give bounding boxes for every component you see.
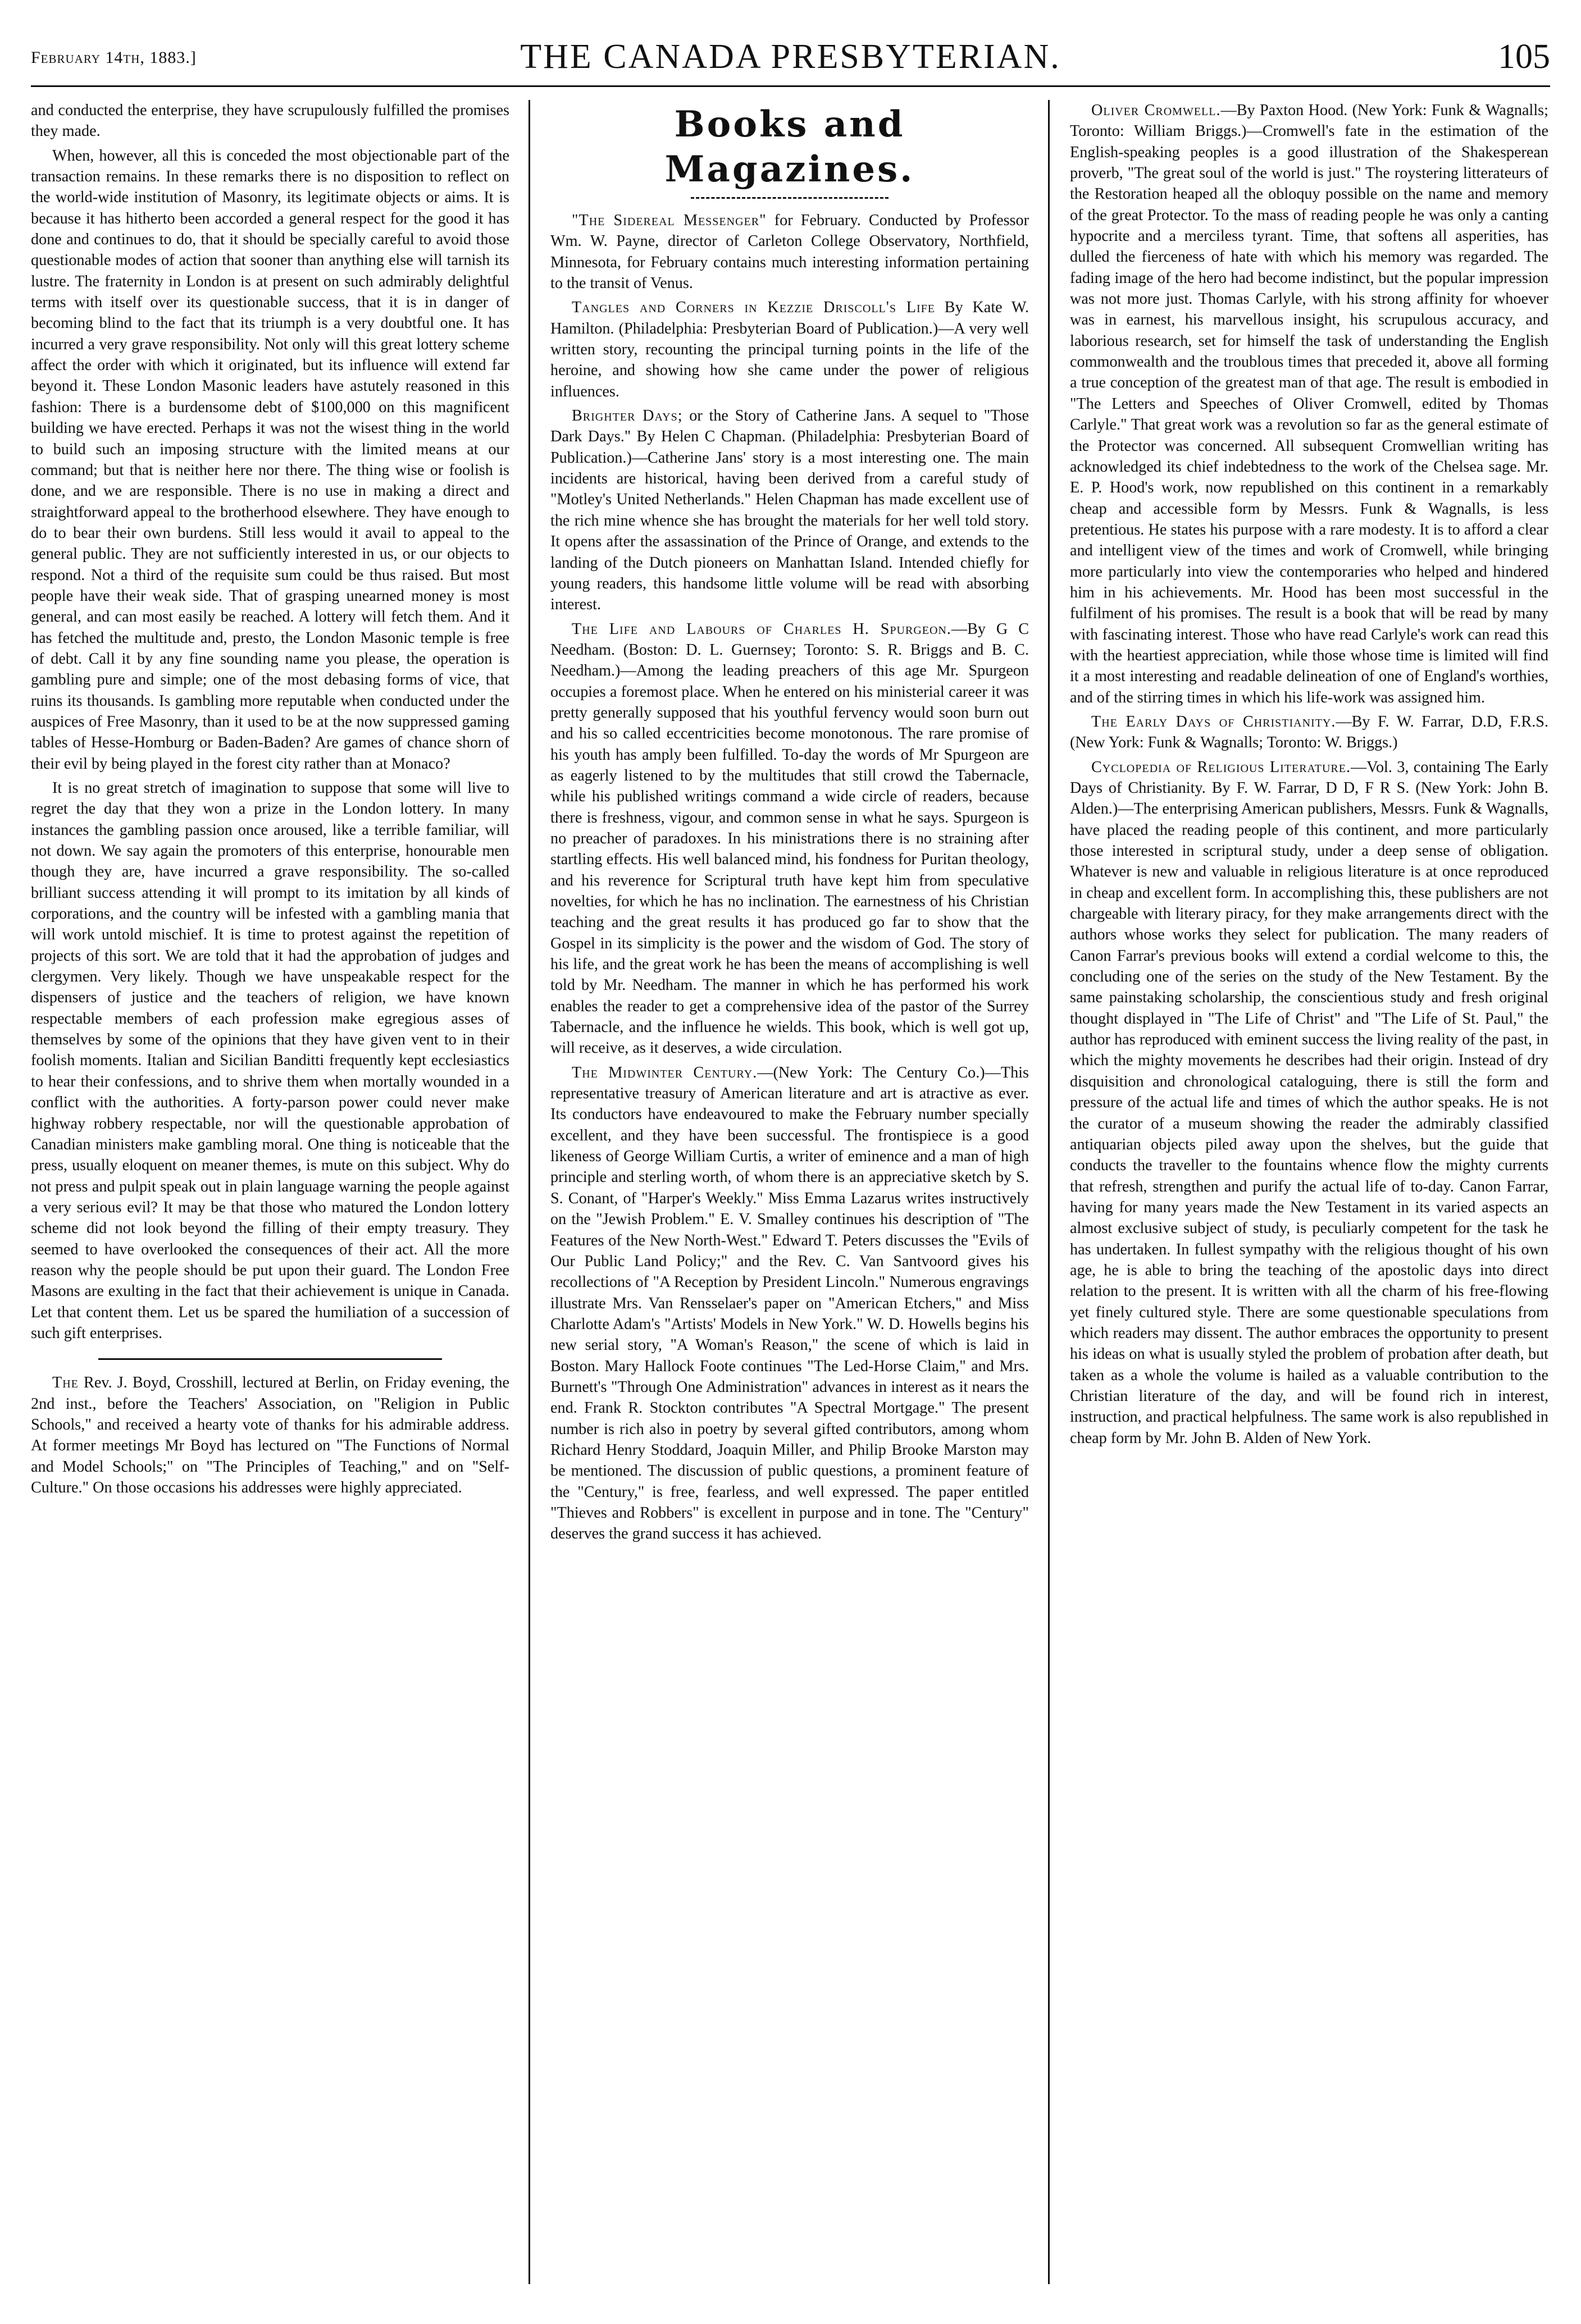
editorial-paragraph: When, however, all this is conceded the most objectionable part of the transaction remains. In these remarks there is no disposition to reflect on the world-wide institution of Masonry, its legitimate objects or aims. It is because it has hitherto been accorded a general respect for the good it has done and continues to do, that it should be specially careful to avoid those questionable modes of action that sooner than anything else will tarnish its lustre. The fraternity in London is at present on such admirably delightful terms with itself over its questionable success, that it is in danger of becoming blind to the fact that its triumph is a very doubtful one. It has incurred a very grave responsibility. Not only will this great lottery scheme affect the order with which it originated, but its influence will extend far beyond it. These London Masonic leaders have astutely reasoned in this fashion: There is a burdensome debt of $100,000 on this magnificent building we have erected. Perhaps it was not the wisest thing in the world to build such an imposing structure with the limited means at our command; but that is neither here nor there. The thing wise or foolish is done, and we are responsible. There is no use in making a direct and straightforward appeal to the brotherhood elsewhere. They have enough to do to bear their own burdens. Still less would it avail to appeal to the general public. They are not sufficiently interested in us, or our objects to respond. Not a third of the requisite sum could be thus raised. But most people have their weak side. That of grasping unearned money is most general, and can most easily be reached. A lottery will fetch them. And it has fetched the multitude and, presto, the London Masonic temple is free of debt. Call it by any fine sounding name you please, the operation is gambling pure and simple; one of the most debasing forms of vice, that ruins its thousands. Is gambling more reputable when conducted under the auspices of Free Masonry, than it used to be at the now suppressed gaming tables of Hesse-Homburg or Baden-Baden? Are games of chance shorn of their evil by being played in the forest city rather than at Monaco? xyxy=(31,147,509,773)
review-title: Oliver Cromwell. xyxy=(1091,102,1221,119)
heading-rule xyxy=(550,192,1029,203)
section-divider xyxy=(98,1358,442,1360)
column-editorial xyxy=(31,100,509,2293)
review-text: for February. Conducted by Professor Wm. W. Payne, director of Carleton College Observatory, Northfield, Minnesota, for February contains much interesting information pertaining to the transit of Venus. xyxy=(550,212,1029,293)
review-text: —By Paxton Hood. (New York: Funk & Wagnalls; Toronto: William Briggs.)—Cromwell's fate in the estimation of the English-speaking peoples is a good illustration of the Shakesperean proverb, "The great soul of the world is just." The roystering litterateurs of the Restoration heaped all the obloquy possible on the name and memory of the great Protector. To the mass of reading people he was only a canting hypocrite and a merciless tyrant. Time, that softens all asperities, has dulled the fierceness of hate with which his memory was regarded. The fading image of the hero had become indistinct, but the popular impression was not more just. Thomas Carlyle, with his strong affinity for whoever was in earnest, his marvellous insight, his scrupulous accuracy, and laborious research, set for himself the task of understanding the English commonwealth and the troublous times that preceded it, above all forming a true conception of the greatest man of that age. The result is embodied in "The Letters and Speeches of Oliver Cromwell, edited by Thomas Carlyle." That great work was a revolution so far as the general estimate of the Protector was concerned. All subsequent Cromwellian writing has acknowledged its chief indebtedness to the work of the Chelsea sage. Mr. E. P. Hood's work, now republished on this continent in a remarkably cheap and accessible form by Messrs. Funk & Wagnalls, is less pretentious. He states his purpose with a rare modesty. It is to afford a clear and intelligent view of the times and work of Cromwell, while bringing more particularly into view the contemporaries who helped and hindered him in his achievements. Mr. Hood has been most successful in the fulfilment of his promises. The result is a book that will be read by many with fascinating interest. Those who have read Carlyle's work can read this with the heartiest appreciation, while those whose time is limited will find it a most interesting and readable delineation of one of England's worthies, and of the stirring times in which his life-work was assigned him. xyxy=(1070,102,1548,706)
review-title: Tangles and Corners in Kezzie Driscoll's Life xyxy=(572,299,935,317)
review-entry xyxy=(550,1062,1029,1545)
review-title: The Early Days of Christianity. xyxy=(1091,713,1336,730)
review-entry xyxy=(550,297,1029,402)
column-divider xyxy=(528,100,530,2284)
review-text: By Kate W. Hamilton. (Philadelphia: Presbyterian Board of Publication.)—A very well written story, recounting the principal turning points in the life of the heroine, and showing how she came under the power of religious influences. xyxy=(550,299,1029,400)
review-entry xyxy=(550,619,1029,1059)
review-title: The Life and Labours of Charles H. Spurgeon. xyxy=(572,620,951,638)
page-number: 105 xyxy=(1498,38,1550,76)
review-text: —(New York: The Century Co.)—This representative treasury of American literature and art is atractive as ever. Its conductors have endeavoured to make the February number specially excellent, and they have been successful. The frontispiece is a good likeness of George William Curtis, a writer of eminence and a man of high principle and sterling worth, of whom there is an appreciative sketch by S. S. Conant, of "Harper's Weekly." Miss Emma Lazarus writes instructively on the "Jewish Problem." E. V. Smalley continues his description of "The Features of the New North-West." Edward T. Peters discusses the "Evils of Our Public Land Policy;" and the Rev. C. Van Santvoord gives his recollections of "A Reception by President Lincoln." Numerous engravings illustrate Mrs. Van Rensselaer's paper on "American Etchers," and Miss Charlotte Adam's "Artists' Models in New York." W. D. Howells begins his new serial story, "A Woman's Reason," the scene of which is laid in Boston. Mary Hallock Foote continues "The Led-Horse Claim," and Mrs. Burnett's "Through One Administration" advances in interest as it nears the end. Frank R. Stockton contributes "A Spectral Mortgage." The present number is rich also in poetry by several gifted contributors, among whom Richard Henry Stoddard, Joaquin Miller, and Philip Brooke Marston may be mentioned. The discussion of public questions, a prominent feature of the "Century," is free, fearless, and well expressed. The paper entitled "Thieves and Robbers" is excellent in purpose and in tone. The "Century" deserves the grand success it has achieved. xyxy=(550,1063,1029,1543)
column-divider xyxy=(1048,100,1050,2284)
review-entry xyxy=(1070,711,1548,754)
review-text: —By G C Needham. (Boston: D. L. Guernsey; Toronto: S. R. Briggs and B. C. Needham.)—Among the leading preachers of this age Mr. Spurgeon occupies a foremost place. When he entered on his ministerial career it was pretty generally supposed that his youthful fervency would soon burn out and his so called eccentricities become monotonous. The rare promise of his youth has amply been fulfilled. To-day the words of Mr Spurgeon are as eagerly listened to by the multitudes that still crowd the Tabernacle, while his published writings command a wide circle of readers, because there is freshness, vigour, and common sense in what he says. Spurgeon is no preacher of paradoxes. In his ministrations there is no straining after startling effects. His well balanced mind, his fondness for Puritan theology, and his reverence for Scriptural truth have kept him from speculative novelties, for which he has no inclination. The earnestness of his Christian teaching and the great results it has produced go far to show that the Gospel in its simplicity is the power and the wisdom of God. The story of his life, and the great work he has been the means of accomplishing is well told by Mr. Needham. The manner in which he has performed his work enables the reader to get a comprehensive idea of the pastor of the Surrey Tabernacle, and the influence he wields. This book, which is well got up, will receive, as it deserves, a wide circulation. xyxy=(550,620,1029,1057)
notice-text: Rev. J. Boyd, Crosshill, lectured at Berlin, on Friday evening, the 2nd inst., before the Teachers' Association, on "Religion in Public Schools," and received a hearty vote of thanks for his admirable address. At former meetings Mr Boyd has lectured on "The Functions of Normal and Model Schools;" on "The Principles of Teaching," and on "Self-Culture." On those occasions his addresses were highly appreciated. xyxy=(31,1374,509,1496)
review-title: "The Sidereal Messenger" xyxy=(572,212,767,229)
review-entry xyxy=(1070,757,1548,1449)
review-title: Brighter Days; xyxy=(572,407,683,425)
editorial-paragraph: and conducted the enterprise, they have scrupulously fulfilled the promises they made. xyxy=(31,102,509,140)
editorial-paragraph: It is no great stretch of imagination to suppose that some will live to regret the day that they won a prize in the London lottery. In many instances the gambling passion once aroused, like a terrible familiar, will not down. We say again the promoters of this enterprise, honourable men though they are, have incurred a grave responsibility. The so-called brilliant success attending it will prompt to its imitation by all kinds of corporations, and the country will be infested with a gambling mania that will work untold mischief. It is time to protest against the repetition of projects of this sort. We are told that it had the approbation of judges and clergymen. Very likely. Though we have unspeakable respect for the dispensers of justice and the teachers of religion, we have known respectable members of each profession make egregious asses of themselves by some of the opinions that they have given vent to in their foolish moments. Italian and Sicilian Banditti frequently kept ecclesiastics to hear their confessions, and to shrive them when mortally wounded in a conflict with the authorities. A forty-parson power could never make highway robbery respectable, nor will the questionable approbation of Canadian ministers make gambling moral. One thing is noticeable that the press, usually eloquent on meaner themes, is mute on this subject. Why do not press and pulpit speak out in plain language warning the people against a very serious evil? It may be that those who matured the London lottery scheme did not look beyond the filling of their empty treasury. They seemed to have overlooked the consequences of their act. All the more reason why the people should be put upon their guard. The London Free Masons are exulting in the fact that their achievement is unique in Canada. Let that content them. Let us be spared the humiliation of a succession of such gift enterprises. xyxy=(31,779,509,1342)
review-entry xyxy=(550,405,1029,615)
section-heading: Books and Magazines. xyxy=(664,103,915,190)
review-title: Cyclopedia of Religious Literature. xyxy=(1091,758,1351,776)
review-text: —Vol. 3, containing The Early Days of Christianity. By F. W. Farrar, D D, F R S. (New York: John B. Alden.)—The enterprising American publishers, Messrs. Funk & Wagnalls, have placed the reading people of this continent, and more particularly those interested in scriptural study, under a deep sense of obligation. Whatever is new and valuable in religious literature is at once reproduced in cheap and excellent form. In accomplishing this, these publishers are not chargeable with literary piracy, for they make arrangements direct with the authors whose works they select for publication. The many readers of Canon Farrar's previous books will extend a cordial welcome to this, the concluding one of the series on the study of the New Testament. By the same painstaking scholarship, the conscientious study and fresh original thought displayed in "The Life of Christ" and "The Life of St. Paul," the author has reproduced with eminent success the living reality of the past, in which the mighty movements he describes had their origin. Instead of dry disquisition and chronological cataloguing, there is still the form and pressure of the actual life and times of which the author speaks. He is not the curator of a museum showing the reader the admirably classified antiquarian objects piled away upon the shelves, but the guide that conducts the traveller to the fountains whence flow the mighty currents that refresh, strengthen and purify the actual life of to-day. Canon Farrar, having for many years made the New Testament in its varied aspects an almost exclusive subject of study, is peculiarly competent for the task he has undertaken. In fullest sympathy with the religious thought of his own age, he is able to bring the teaching of the apostolic days into direct relation to the present. It is written with all the charm of his free-flowing yet finely cultured style. There are some questionable speculations from which readers may dissent. The author embraces the opportunity to present his ideas on what is usually styled the problem of probation after death, but taken as a whole the volume is hailed as a valuable contribution to the Christian literature of the day, and will be found rich in interest, instruction, and practical helpfulness. The same work is also republished in cheap form by Mr. John B. Alden of New York. xyxy=(1070,758,1548,1447)
review-entry xyxy=(1070,100,1548,708)
notice-paragraph xyxy=(31,1372,509,1498)
column-reviews-continued xyxy=(1070,100,1548,2293)
column-books-and-magazines xyxy=(550,100,1029,2293)
newspaper-title: THE CANADA PRESBYTERIAN. xyxy=(520,38,1061,76)
review-entry xyxy=(550,210,1029,294)
notice-lead: The xyxy=(52,1374,79,1392)
review-title: The Midwinter Century. xyxy=(572,1063,758,1081)
review-text: —By F. W. Farrar, D.D, F.R.S. (New York: Funk & Wagnalls; Toronto: W. Briggs.) xyxy=(1070,713,1548,752)
review-text: or the Story of Catherine Jans. A sequel to "Those Dark Days." By Helen C Chapman. (Philadelphia: Presbyterian Board of Publication.)—Catherine Jans' story is a most interesting one. The main incidents are historical, having been derived from a careful study of "Motley's United Netherlands." Helen Chapman has made excellent use of the rich mine whence she has brought the materials for her well told story. It opens after the assassination of the Prince of Orange, and extends to the landing of the Dutch pioneers on Manhattan Island. Intended chiefly for young readers, this handsome little volume will be read with absorbing interest. xyxy=(550,407,1029,614)
issue-date: February 14th, 1883.] xyxy=(31,48,197,67)
masthead xyxy=(31,35,1550,87)
